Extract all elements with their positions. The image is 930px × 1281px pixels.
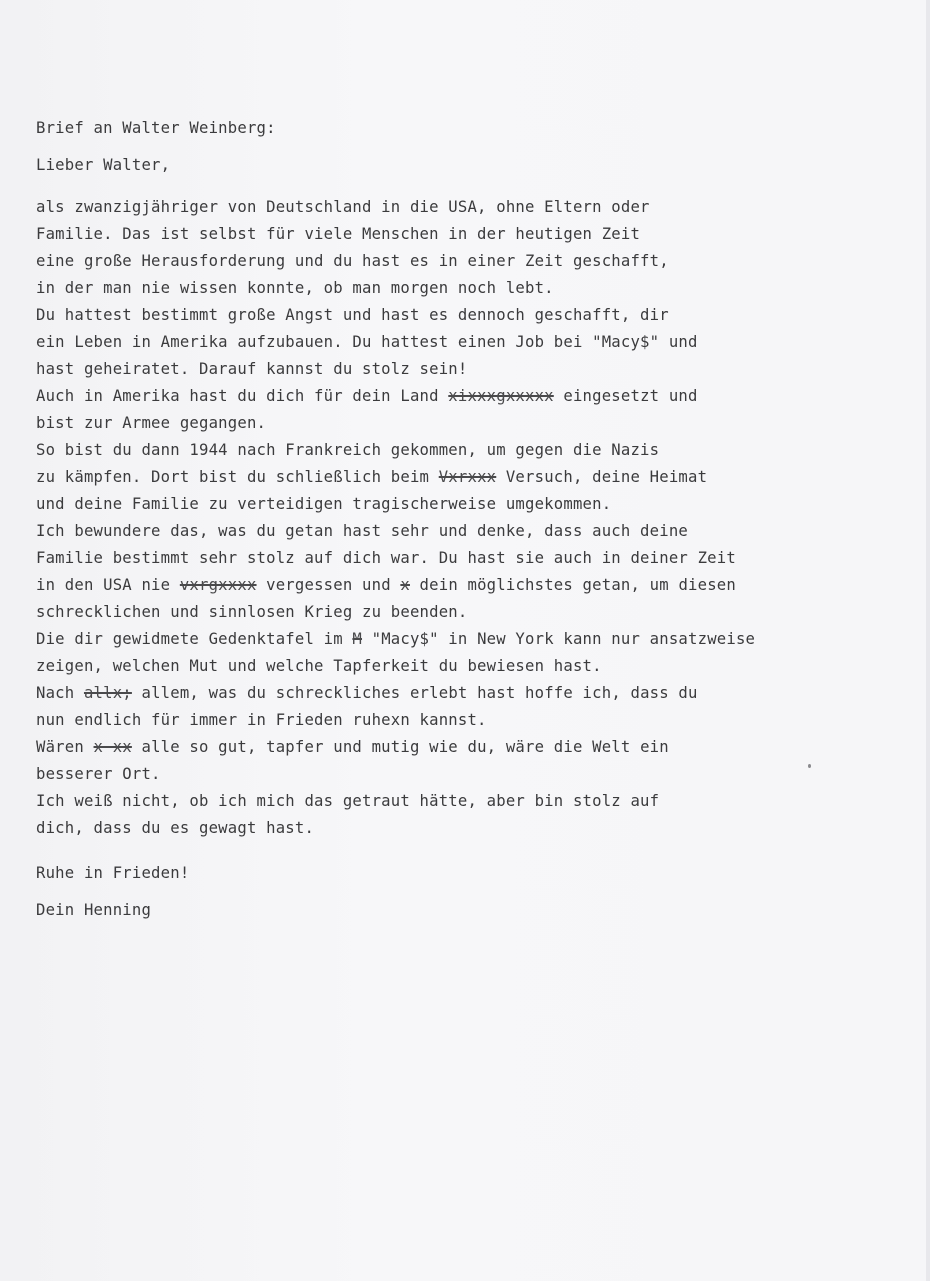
letter-body-line xyxy=(36,574,736,596)
letter-text: alle so gut, tapfer und mutig wie du, wäre die Welt ein xyxy=(131,738,669,756)
letter-body-line xyxy=(36,547,736,569)
letter-body-line xyxy=(36,601,467,623)
letter-text: Auch in Amerika hast du dich für dein Land xyxy=(36,387,449,405)
letter-text: eine große Herausforderung und du hast es in einer Zeit geschafft, xyxy=(36,252,669,270)
paper-edge xyxy=(926,0,930,1281)
letter-body-line xyxy=(36,331,698,353)
letter-body-line xyxy=(36,439,659,461)
letter-text: bist zur Armee gegangen. xyxy=(36,414,267,432)
letter-body-line xyxy=(36,736,669,758)
letter-text: Ich bewundere das, was du getan hast sehr und denke, dass auch deine xyxy=(36,522,688,540)
letter-text: ein Leben in Amerika aufzubauen. Du hattest einen Job bei "Macy$" und xyxy=(36,333,698,351)
letter-text: in den USA nie xyxy=(36,576,180,594)
letter-body-line xyxy=(36,817,314,839)
letter-text: vergessen und xyxy=(256,576,401,594)
letter-text: allem, was du schreckliches erlebt hast hoffe ich, dass du xyxy=(131,684,698,702)
struck-out-text: vxrgxxxx xyxy=(179,576,257,594)
letter-text: eingesetzt und xyxy=(553,387,698,405)
letter-salutation: Lieber Walter, xyxy=(36,156,171,174)
letter-text: besserer Ort. xyxy=(36,765,161,783)
letter-text: So bist du dann 1944 nach Frankreich gekommen, um gegen die Nazis xyxy=(36,441,660,459)
letter-body-line xyxy=(36,358,467,380)
letter-text: "Macy$" in New York kann nur ansatzweise xyxy=(362,630,756,648)
letter-text: Du hattest bestimmt große Angst und hast es dennoch geschafft, dir xyxy=(36,306,669,324)
letter-body-line xyxy=(36,763,161,785)
letter-signature: Dein Henning xyxy=(36,901,152,919)
letter-closing: Ruhe in Frieden! xyxy=(36,864,190,882)
letter-text: und deine Familie zu verteidigen tragischerweise umgekommen. xyxy=(36,495,612,513)
letter-body-line xyxy=(36,790,659,812)
struck-out-text: x xyxy=(400,576,410,594)
struck-out-text: Vxrxxx xyxy=(438,468,497,486)
letter-body-line xyxy=(36,655,602,677)
struck-out-text: allx; xyxy=(83,684,132,702)
letter-text: Nach xyxy=(36,684,84,702)
letter-body-line xyxy=(36,196,650,218)
letter-body-line xyxy=(36,493,611,515)
letter-body-line xyxy=(36,412,266,434)
struck-out-text: xixxxgxxxxx xyxy=(448,387,554,405)
letter-text: zeigen, welchen Mut und welche Tapferkeit du bewiesen hast. xyxy=(36,657,602,675)
letter-body-line xyxy=(36,628,755,650)
letter-text: zu kämpfen. Dort bist du schließlich beim xyxy=(36,468,439,486)
letter-body-line xyxy=(36,250,669,272)
letter-body-line xyxy=(36,520,688,542)
letter-text: als zwanzigjähriger von Deutschland in die USA, ohne Eltern oder xyxy=(36,198,650,216)
letter-text: dein möglichstes getan, um diesen xyxy=(409,576,736,594)
letter-body-line xyxy=(36,682,698,704)
letter-text: hast geheiratet. Darauf kannst du stolz sein! xyxy=(36,360,468,378)
letter-text: Versuch, deine Heimat xyxy=(496,468,708,486)
letter-text: dich, dass du es gewagt hast. xyxy=(36,819,315,837)
letter-text: schrecklichen und sinnlosen Krieg zu beenden. xyxy=(36,603,468,621)
letter-text: Familie bestimmt sehr stolz auf dich war. Du hast sie auch in deiner Zeit xyxy=(36,549,736,567)
letter-body-line xyxy=(36,304,669,326)
letter-text: Wären xyxy=(36,738,94,756)
letter-body-line xyxy=(36,709,487,731)
letter-heading: Brief an Walter Weinberg: xyxy=(36,119,276,137)
letter-text: nun endlich für immer in Frieden ruhexn kannst. xyxy=(36,711,487,729)
struck-out-text: M xyxy=(352,630,363,648)
letter-text: Familie. Das ist selbst für viele Menschen in der heutigen Zeit xyxy=(36,225,641,243)
letter-text: Ich weiß nicht, ob ich mich das getraut hätte, aber bin stolz auf xyxy=(36,792,660,810)
letter-text: in der man nie wissen konnte, ob man morgen noch lebt. xyxy=(36,279,554,297)
struck-out-text: x xx xyxy=(93,738,132,756)
letter-text: Die dir gewidmete Gedenktafel im xyxy=(36,630,353,648)
letter-body-line xyxy=(36,277,554,299)
letter-body-line xyxy=(36,223,640,245)
paper-speck xyxy=(808,764,811,768)
letter-body-line xyxy=(36,385,698,407)
letter-body-line xyxy=(36,466,707,488)
